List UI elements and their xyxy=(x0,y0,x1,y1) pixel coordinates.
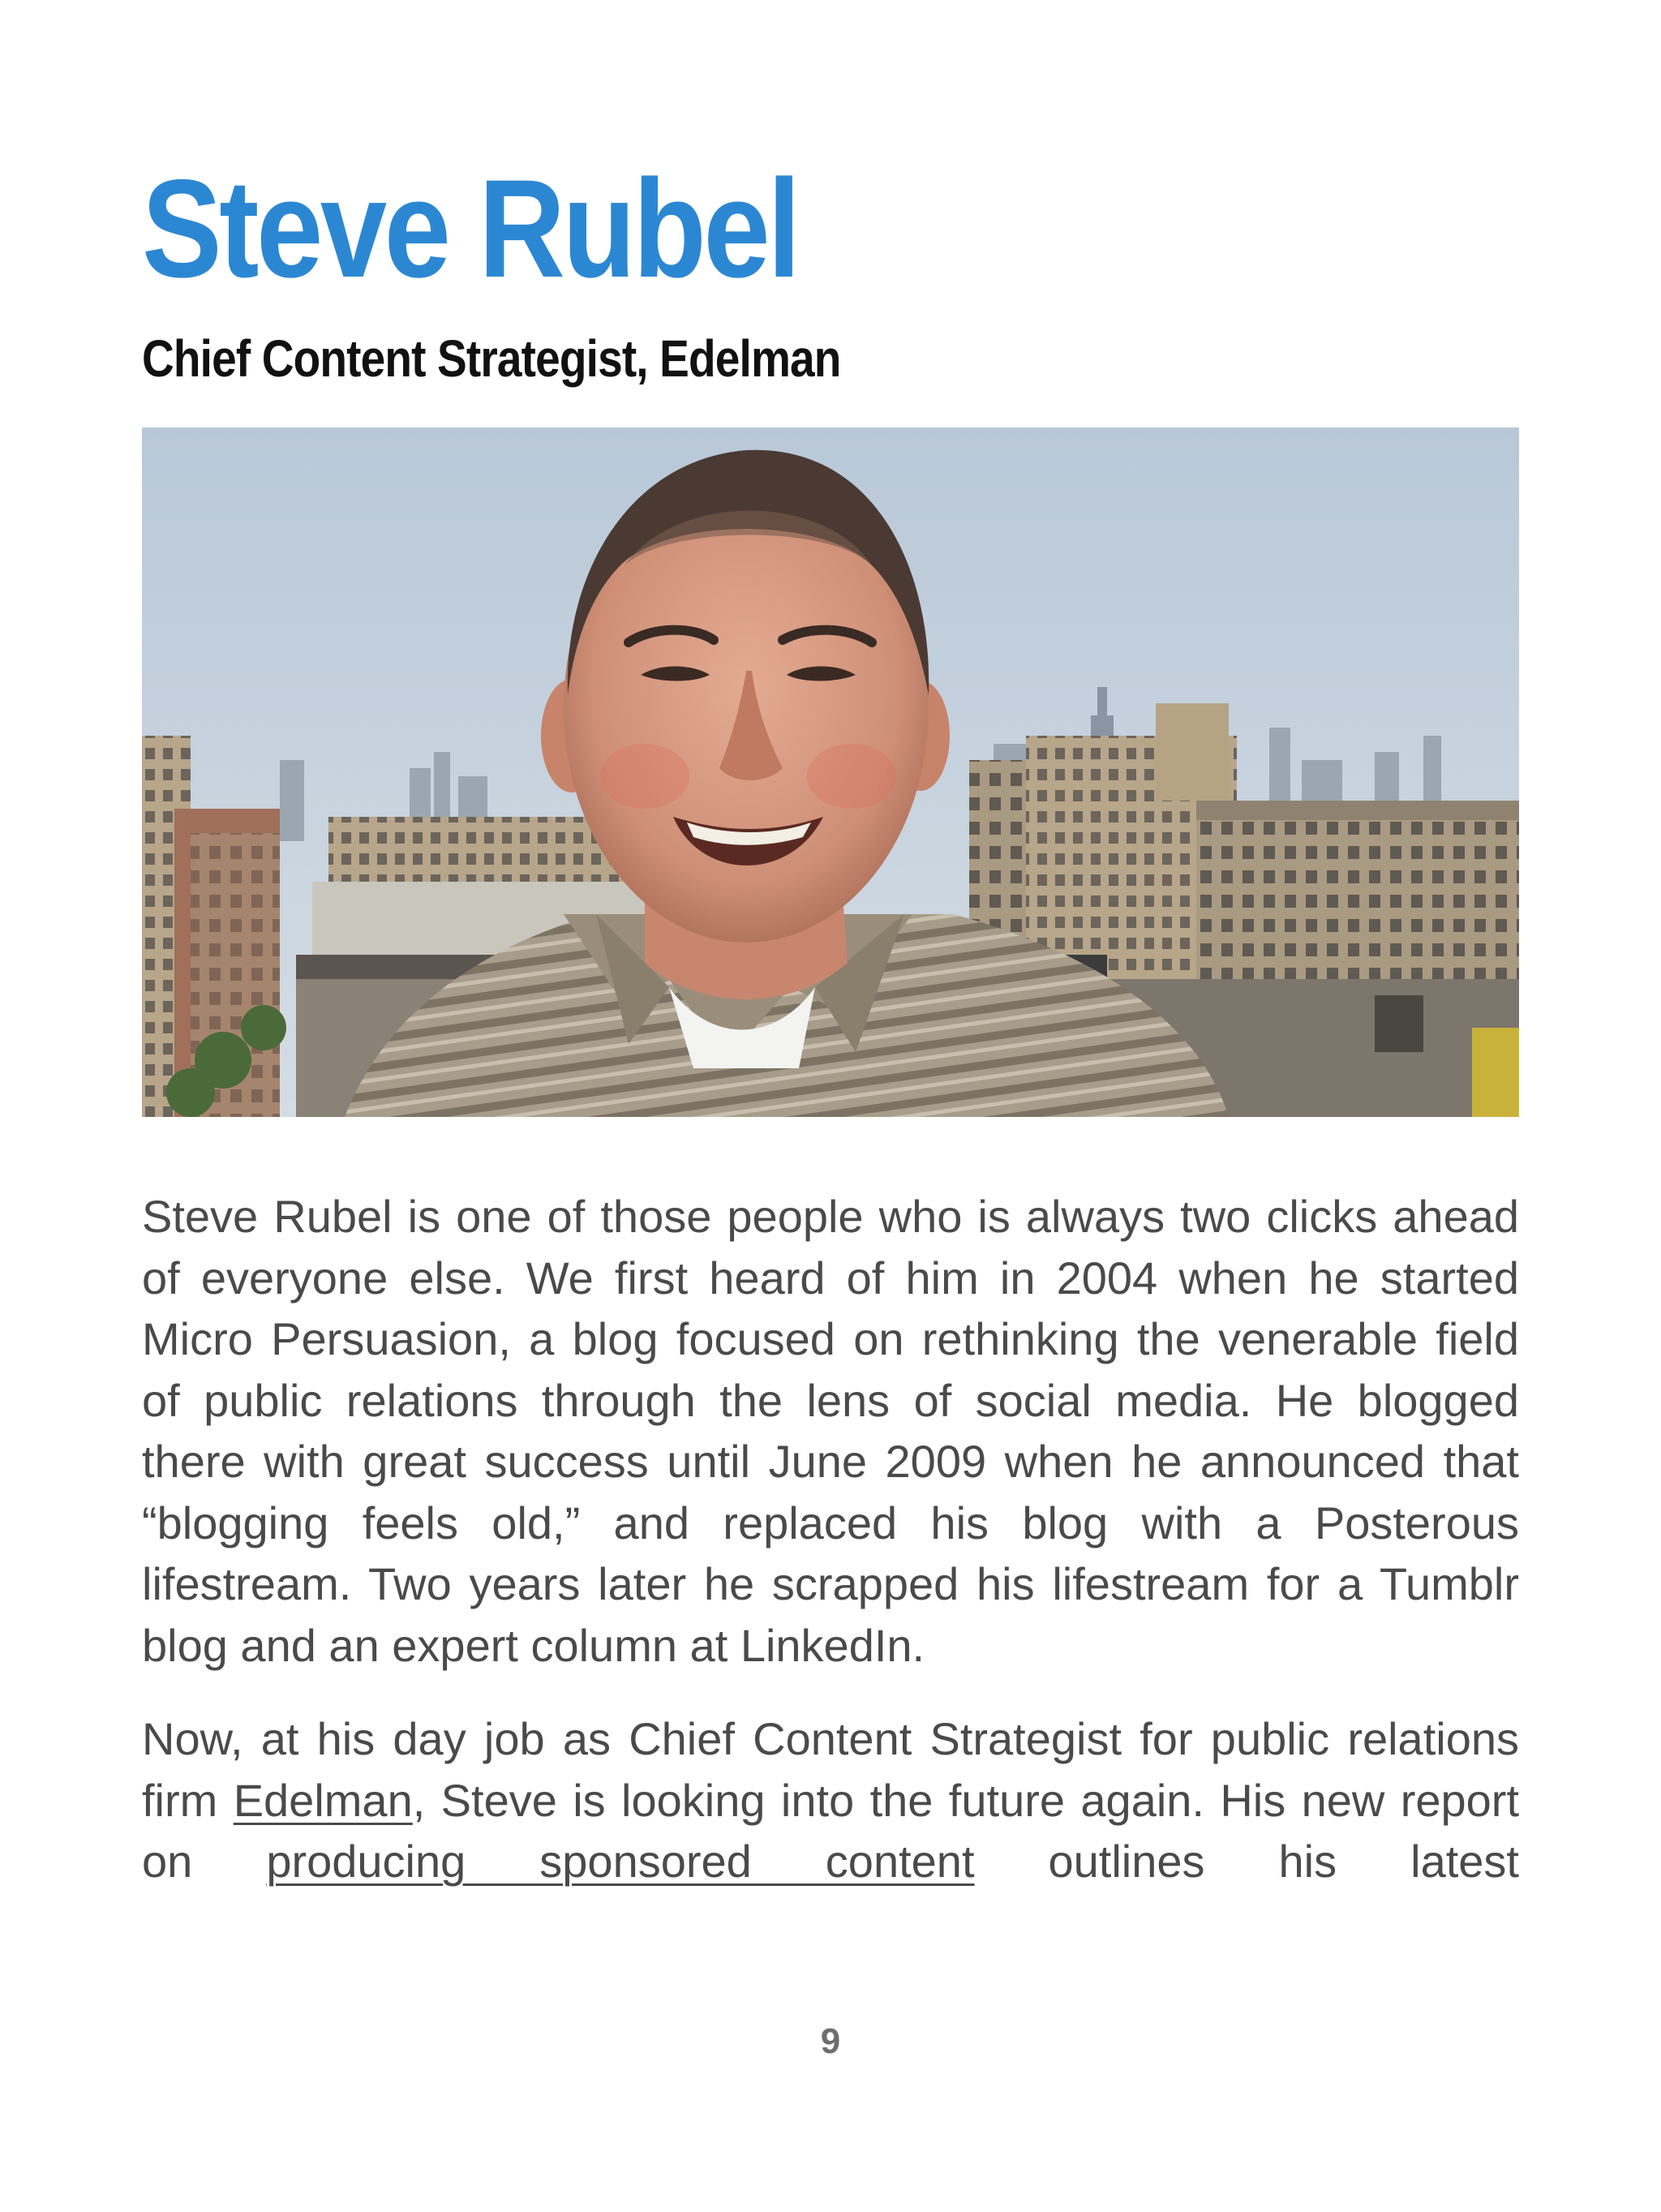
body-text-region xyxy=(0,1186,1661,1956)
paragraph-edelman-text-a: Now, at his day job as Chief Content Strategist for public relations firm xyxy=(142,1713,1519,1826)
portrait-photo xyxy=(142,427,1519,1117)
page-title: Steve Rubel xyxy=(142,151,798,307)
edelman-link[interactable]: Edelman xyxy=(233,1774,413,1826)
article-body xyxy=(142,1186,1519,1925)
paragraph-edelman-text-b: , Steve is looking into the future again. His new report on xyxy=(142,1774,1520,1887)
paragraph-edelman xyxy=(142,1708,1519,1892)
paragraph-edelman-text-c: outlines his latest xyxy=(974,1836,1519,1887)
page-number: 9 xyxy=(820,2021,841,2061)
sponsored-content-link[interactable]: producing sponsored content xyxy=(266,1836,975,1887)
page-subtitle: Chief Content Strategist, Edelman xyxy=(142,329,841,388)
paragraph-intro: Steve Rubel is one of those people who is always two clicks ahead of everyone else. We first heard of him in 2004 when he started Micro Persuasion, a blog focused on rethinking the venerable field of public relations through the lens of social media. He blogged there with great success until June 2009 when he announced that “blogging feels old,” and replaced his blog with a Posterous lifestream. Two years later he scrapped his lifestream for a Tumblr blog and an expert column at LinkedIn. xyxy=(142,1191,1519,1671)
